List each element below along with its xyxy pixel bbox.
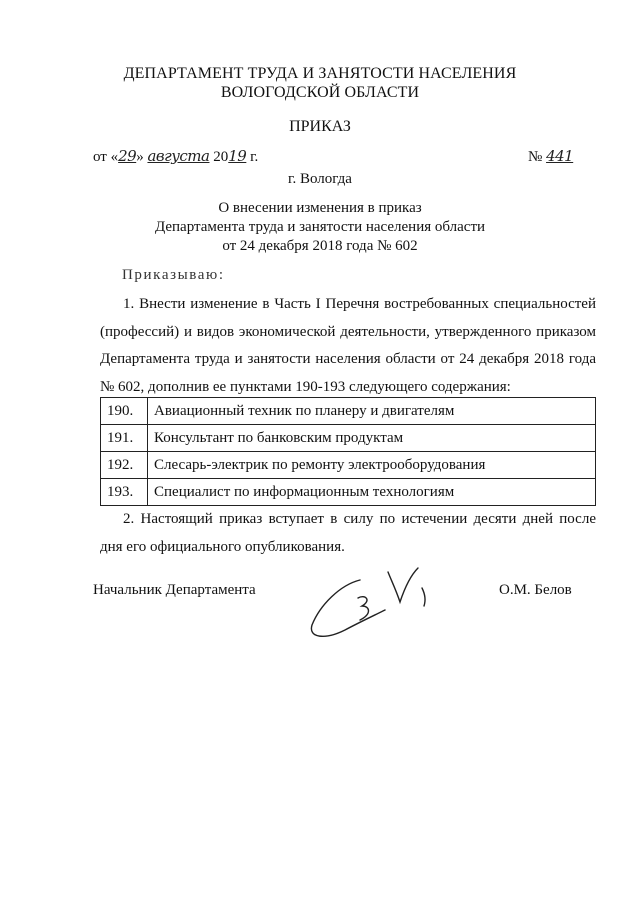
date-year-prefix: 20 [213, 149, 229, 165]
table-row [101, 398, 596, 425]
city: г. Вологда [288, 171, 352, 187]
subject-line-1: О внесении изменения в приказ [218, 200, 422, 216]
table-cell-text: Консультант по банковским продуктам [148, 425, 596, 452]
number-value: 441 [546, 147, 574, 165]
items-table [100, 397, 596, 506]
date-month: августа [147, 147, 210, 165]
subject-line-2: Департамента труда и занятости населения области [154, 219, 486, 235]
table-row [101, 452, 596, 479]
signer-role: Начальник Департамента [93, 582, 256, 598]
order-subject [0, 199, 640, 256]
header-line-2: ВОЛОГОДСКОЙ ОБЛАСТИ [220, 84, 420, 101]
date-year-suffix: 19 [228, 147, 247, 165]
table-cell-num: 193. [101, 479, 148, 506]
number-sign: № [528, 149, 543, 165]
table-cell-num: 191. [101, 425, 148, 452]
table-cell-text: Авиационный техник по планеру и двигателям [148, 398, 596, 425]
table-cell-text: Специалист по информационным технологиям [148, 479, 596, 506]
date-prefix: от « [93, 149, 119, 165]
signature-icon [300, 560, 450, 650]
paragraph-1: 1. Внести изменение в Часть I Перечня востребованных специальностей (профессий) и видов экономической деятельности, утвержденного приказом Департамента труда и занятости населения области от 24 декабря 2018 года № 602, дополнив ее пунктами 190-193 следующего содержания: [100, 296, 596, 395]
date-suffix: г. [250, 149, 259, 165]
signer-name: О.М. Белов [499, 582, 572, 598]
table-row [101, 479, 596, 506]
table-cell-num: 192. [101, 452, 148, 479]
date-day: 29 [118, 147, 137, 165]
prikazyvayu-label: Приказываю: [122, 267, 225, 283]
order-number [528, 147, 573, 166]
order-title: ПРИКАЗ [289, 118, 351, 135]
department-header [0, 64, 640, 102]
subject-line-3: от 24 декабря 2018 года № 602 [222, 238, 418, 254]
order-date: от «29» августа 2019 г. [93, 147, 259, 165]
table-cell-text: Слесарь-электрик по ремонту электрооборудования [148, 452, 596, 479]
paragraph-2: 2. Настоящий приказ вступает в силу по истечении десяти дней после дня его официального опубликования. [100, 511, 596, 555]
table-cell-num: 190. [101, 398, 148, 425]
header-line-1: ДЕПАРТАМЕНТ ТРУДА И ЗАНЯТОСТИ НАСЕЛЕНИЯ [123, 65, 517, 82]
table-row [101, 425, 596, 452]
